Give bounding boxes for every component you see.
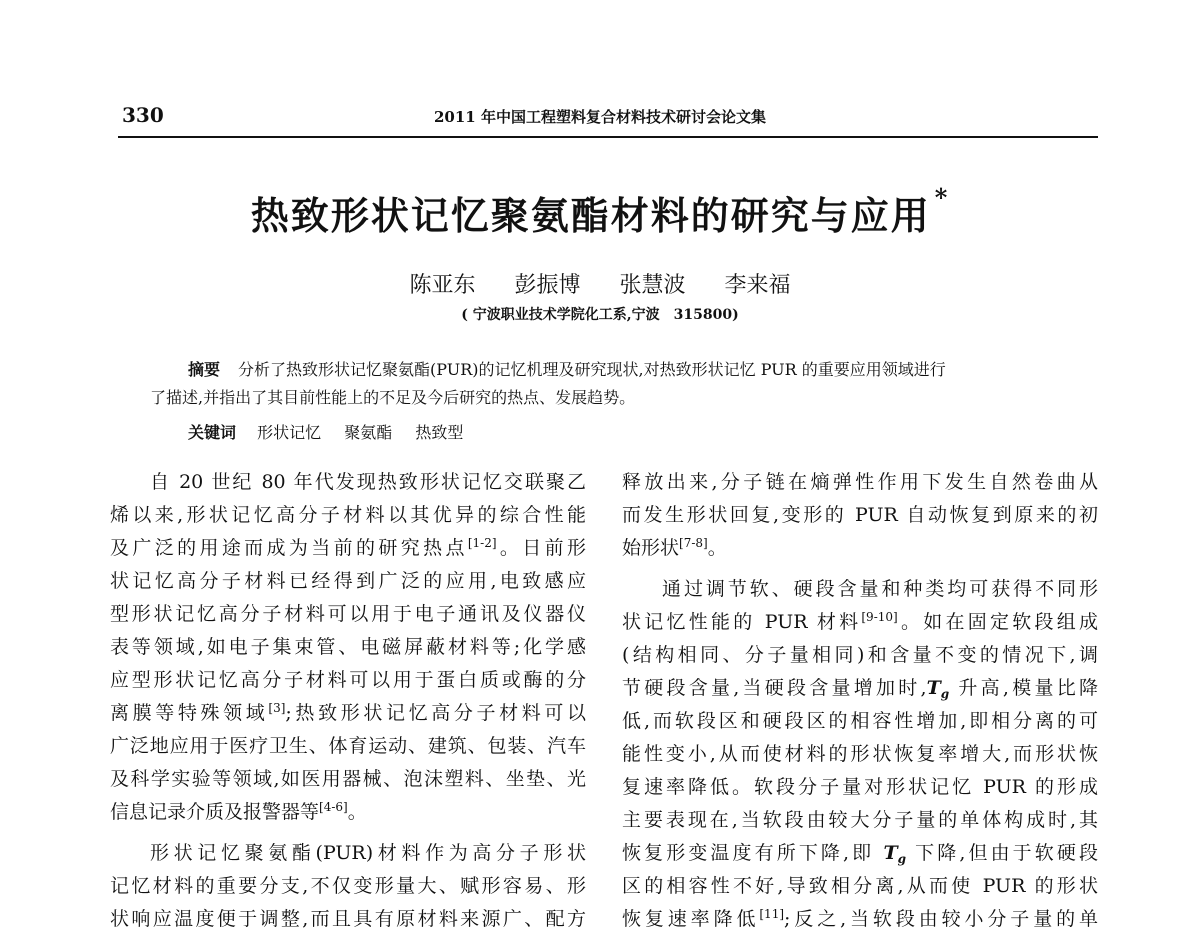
text-line: 区的相容性不好,导致相分离,从而使 PUR 的形状 [622,875,1098,897]
text-line: 记忆材料的重要分支,不仅变形量大、赋形容易、形 [110,875,586,897]
text-line: 状记忆性能的 PUR 材料[9-10]。如在固定软段组成 [622,610,1098,633]
text-line: 信息记录介质及报警器等[4-6]。 [110,800,367,823]
citation: [4-6] [319,800,348,814]
text-line: 自 20 世纪 80 年代发现热致形状记忆交联聚乙 [150,471,586,493]
keyword: 热致型 [415,423,464,442]
keywords-label: 关键词 [188,423,237,442]
abstract-label: 摘要 [188,360,221,379]
author-name: 陈亚东 [409,273,476,298]
text-line: 节硬段含量,当硬段含量增加时$,T_g$ 升高,模量比降 [622,677,1098,701]
author-name: 李来福 [724,273,791,298]
abstract-text: 了描述,并指出了其目前性能上的不足及今后研究的热点、发展趋势。 [150,388,636,407]
tg-symbol: $T_g$ [883,842,906,866]
header-rule [118,136,1098,138]
author-name: 张慧波 [619,273,686,298]
citation: [11] [759,907,785,921]
abstract-text: 分析了热致形状记忆聚氨酯(PUR)的记忆机理及研究现状,对热致形状记忆 PUR 的重要应用领域进行 [238,360,946,379]
text-line: 低,而软段区和硬段区的相容性增加,即相分离的可 [622,710,1098,732]
affiliation: ( 宁波职业技术学院化工系,宁波 315800) [461,307,739,323]
text-line: 型形状记忆高分子材料可以用于电子通讯及仪器仪 [110,603,586,625]
citation: [3] [268,701,286,715]
page-number: 330 [122,103,164,127]
text-line: 始形状[7-8]。 [622,536,727,559]
text-line: 及科学实验等领域,如医用器械、泡沫塑料、坐垫、光 [110,768,586,790]
keyword: 聚氨酯 [344,423,393,442]
text-line: (结构相同、分子量相同)和含量不变的情况下,调 [622,644,1098,666]
text-line: 复速率降低。软段分子量对形状记忆 PUR 的形成 [622,776,1098,798]
text-line: 表等领域,如电子集束管、电磁屏蔽材料等;化学感 [110,636,586,658]
text-line: 释放出来,分子链在熵弹性作用下发生自然卷曲从 [622,471,1098,493]
tg-symbol: $T_g$ [926,677,950,701]
keyword: 形状记忆 [257,423,322,442]
text-line: 状响应温度便于调整,而且具有原材料来源广、配方 [110,908,586,930]
title-text: 热致形状记忆聚氨酯材料的研究与应用 [250,193,931,238]
title-footnote-marker: * [934,183,950,212]
text-line: 状记忆高分子材料已经得到广泛的应用,电致感应 [110,570,586,592]
text-line: 及广泛的用途而成为当前的研究热点[1-2]。日前形 [110,536,586,559]
citation: [9-10] [861,610,898,624]
author-name: 彭振博 [514,273,581,298]
text-line: 能性变小,从而使材料的形状恢复率增大,而形状恢 [622,743,1098,765]
right-column [622,466,1098,936]
text-line: 应型形状记忆高分子材料可以用于蛋白质或酶的分 [110,669,586,691]
text-line: 形状记忆聚氨酯(PUR)材料作为高分子形状 [150,842,586,864]
text-line: 离膜等特殊领域[3];热致形状记忆高分子材料可以 [110,701,586,724]
abstract [150,356,1070,412]
text-line: 主要表现在,当软段由较大分子量的单体构成时,其 [622,809,1098,831]
paper-title [0,185,1200,240]
running-title: 2011 年中国工程塑料复合材料技术研讨会论文集 [434,108,766,126]
text-line: 而发生形状回复,变形的 PUR 自动恢复到原来的初 [622,504,1098,526]
citation: [1-2] [467,536,497,550]
left-column [110,466,586,936]
citation: [7-8] [679,536,708,550]
keywords [188,420,481,443]
text-line: 恢复形变温度有所下降,即 $T_g$ 下降,但由于软硬段 [622,842,1098,866]
text-line: 通过调节软、硬段含量和种类均可获得不同形 [662,578,1098,600]
text-line: 烯以来,形状记忆高分子材料以其优异的综合性能 [110,504,586,526]
text-line: 恢复速率降低[11];反之,当软段由较小分子量的单 [622,907,1098,930]
abstract-line [150,356,1070,384]
text-line: 广泛地应用于医疗卫生、体育运动、建筑、包装、汽车 [110,735,586,757]
author-list [0,268,1200,299]
